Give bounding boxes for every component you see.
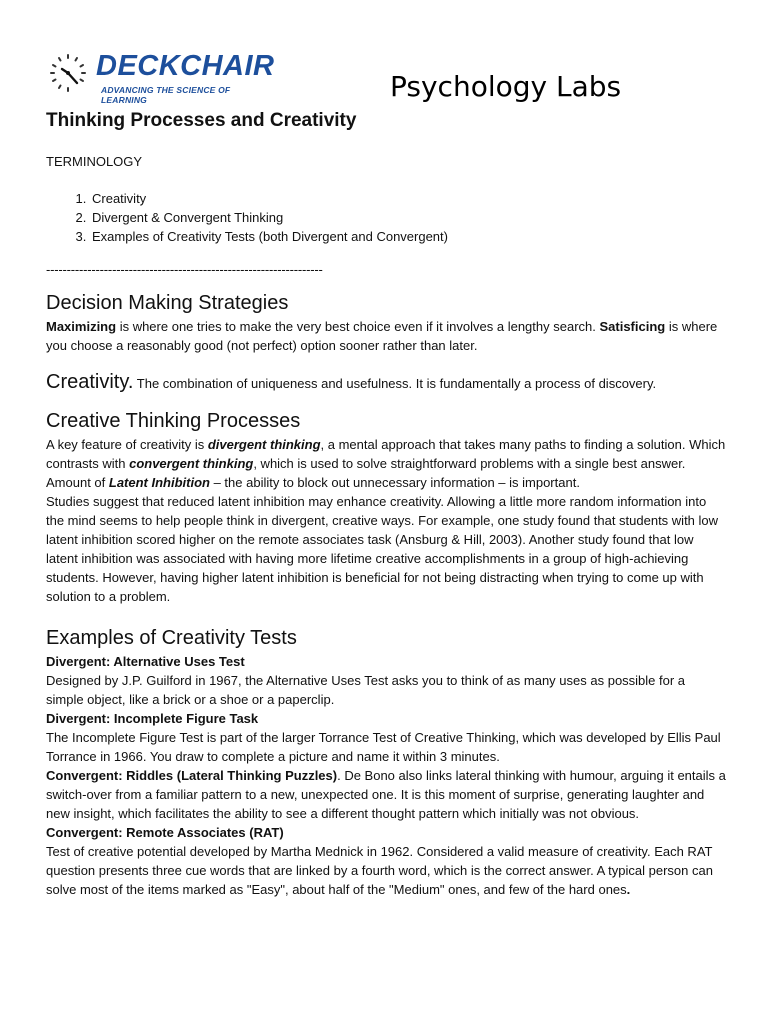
deckchair-logo (46, 48, 276, 105)
text-span: Amount of (46, 475, 109, 490)
text-span: Test of creative potential developed by Martha Mednick in 1962. Considered a valid measure of creativity. Each RAT question presents three cue words that are linked by a fourth word, which is the correct answer. A typical person can solve most of the items marked as "Easy", about half of the "Medium" ones, and few of the hard ones (46, 844, 713, 897)
test-2-title (46, 709, 726, 728)
tests-heading: Examples of Creativity Tests (46, 627, 297, 649)
document-title: Thinking Processes and Creativity (46, 110, 357, 131)
brand-tagline: ADVANCING THE SCIENCE OF LEARNING (101, 85, 231, 105)
satisficing-term: Satisficing (599, 319, 666, 334)
list-item: 1. Creativity (90, 189, 726, 208)
divider-line: ------------------------------------------------------------------- (46, 262, 323, 277)
test-4-title (46, 823, 726, 842)
processes-paragraph-3: Studies suggest that reduced latent inhibition may enhance creativity. Allowing a little more random information into the mind seems to help people think in divergent, creative ways. For example, one study found that students with low latent inhibition scored higher on the remote associates task (Ansburg & Hill, 2003). Another study found that low latent inhibition was associated with having more lifetime creative accomplishments in a group of high-achieving students. However, having higher latent inhibition is beneficial for not being distracting when trying to come up with solution to a problem. (46, 494, 719, 604)
processes-paragraph-1 (46, 435, 726, 473)
test-title: Divergent: Alternative Uses Test (46, 654, 245, 669)
maximizing-term: Maximizing (46, 319, 117, 334)
terminology-label: TERMINOLOGY (46, 154, 143, 169)
brand-name: DECKCHAIR (96, 50, 275, 82)
creativity-definition: The combination of uniqueness and usefulness. It is fundamentally a process of discovery. (133, 376, 657, 391)
satisficing-text: is where you choose a reasonably good (not perfect) option sooner rather than later. (46, 319, 718, 353)
text-span: – the ability to block out unnecessary information – is important. (209, 475, 580, 490)
document-body (46, 108, 726, 899)
test-1-text: Designed by J.P. Guilford in 1967, the Alternative Uses Test asks you to think of as many uses as possible for a simple object, like a brick or a shoe or a paperclip. (46, 673, 686, 707)
test-3-text: . De Bono also links lateral thinking with humour, arguing it entails a switch-over from a familiar pattern to a new, unexpected one. It is this moment of surprise, generating laughter and new insight, which facilitates the ability to see a different thought pattern which initially was not obvious. (46, 768, 726, 821)
latent-inhibition-term: Latent Inhibition (108, 475, 210, 490)
clock-icon (46, 52, 92, 92)
test-title: Convergent: Remote Associates (RAT) (46, 825, 284, 840)
creativity-heading: Creativity. (46, 371, 134, 393)
test-3-paragraph (46, 766, 726, 823)
convergent-thinking-term: convergent thinking (129, 456, 254, 471)
test-2-text: The Incomplete Figure Test is part of the larger Torrance Test of Creative Thinking, which was developed by Ellis Paul Torrance in 1966. You draw to complete a picture and name it within 3 minutes. (46, 730, 721, 764)
test-title: Convergent: Riddles (Lateral Thinking Puzzles) (46, 768, 338, 783)
list-item: 2. Divergent & Convergent Thinking (90, 208, 726, 227)
text-span: , a mental approach that takes many paths to finding a solution. Which contrasts with (46, 437, 726, 471)
terminology-list (46, 189, 726, 246)
decision-heading: Decision Making Strategies (46, 292, 289, 314)
maximizing-text: is where one tries to make the very best choice even if it involves a lengthy search. (116, 319, 600, 334)
test-title: Divergent: Incomplete Figure Task (46, 711, 259, 726)
text-span: , which is used to solve straightforward problems with a single best answer. (253, 456, 686, 471)
creativity-paragraph (46, 373, 726, 393)
text-span: . (626, 882, 631, 897)
test-1-title (46, 652, 726, 671)
text-span: A key feature of creativity is (46, 437, 208, 452)
test-4-text (46, 842, 726, 899)
decision-paragraph (46, 317, 726, 355)
processes-paragraph-2 (46, 473, 726, 492)
lab-title: Psychology Labs (390, 70, 622, 103)
divergent-thinking-term: divergent thinking (207, 437, 321, 452)
processes-heading: Creative Thinking Processes (46, 410, 301, 432)
list-item: 3. Examples of Creativity Tests (both Divergent and Convergent) (90, 227, 726, 246)
